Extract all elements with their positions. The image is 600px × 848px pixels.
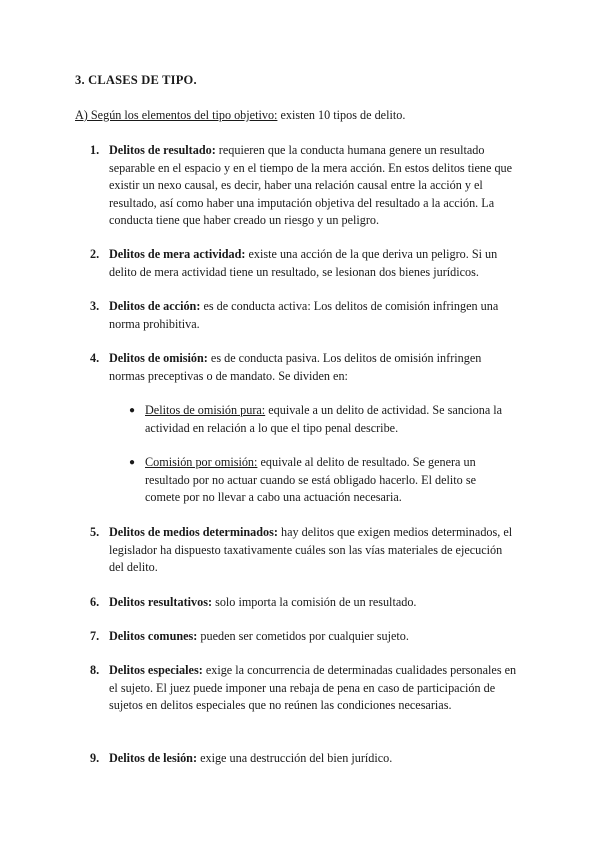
item-term: Delitos de medios determinados:: [109, 525, 278, 539]
item-number: 6.: [90, 595, 100, 609]
list-item: [90, 298, 520, 333]
item-number: 2.: [90, 247, 100, 261]
item-number: 3.: [90, 299, 100, 313]
item-description: exige una destrucción del bien jurídico.: [197, 751, 393, 765]
section-heading: 3. CLASES DE TIPO.: [75, 73, 197, 87]
item-text: [109, 142, 520, 230]
item-description: es de conducta pasiva. Los delitos de omisión infringen normas preceptivas o de mandato. Se dividen en:: [109, 351, 482, 383]
intro-text: existen 10 tipos de delito.: [277, 108, 406, 122]
bullet-label: Delitos de omisión pura:: [145, 403, 266, 417]
list-item: [90, 750, 520, 768]
bullet-description: equivale al delito de resultado. Se genera un resultado por no actuar cuando se está obligado hacerlo. El delito se comete por no llevar a cabo una actuación necesaria.: [145, 455, 476, 504]
item-number: 5.: [90, 525, 100, 539]
item-description: existe una acción de la que deriva un peligro. Si un delito de mera actividad tiene un resultado, se lesionan dos bienes jurídicos.: [109, 247, 498, 279]
item-text: [109, 628, 520, 646]
item-number: 1.: [90, 143, 100, 157]
list-item: [90, 524, 520, 577]
bullet-description: equivale a un delito de actividad. Se sanciona la actividad en relación a lo que el tipo penal describe.: [145, 403, 503, 435]
item-term: Delitos de resultado:: [109, 143, 216, 157]
list-item: [90, 142, 520, 230]
item-description: exige la concurrencia de determinadas cualidades personales en el sujeto. El juez puede imponer una rebaja de pena en caso de participación de sujetos en delitos especiales que no reúnen las condiciones necesarias.: [109, 663, 517, 712]
item-text: [109, 298, 520, 333]
bullet-icon: ●: [129, 405, 136, 416]
item-text: [109, 662, 520, 715]
item-number: 4.: [90, 351, 100, 365]
item-description: pueden ser cometidos por cualquier sujeto.: [197, 629, 409, 643]
item-number: 8.: [90, 663, 100, 677]
item-term: Delitos de lesión:: [109, 751, 198, 765]
item-term: Delitos de acción:: [109, 299, 201, 313]
bullet-icon: ●: [129, 457, 136, 468]
item-number: 9.: [90, 751, 100, 765]
item-text: [109, 594, 520, 612]
bullet-text: [145, 454, 507, 507]
bullet-item: [129, 402, 507, 437]
list-item: [90, 628, 520, 646]
intro-label: A) Según los elementos del tipo objetivo:: [75, 108, 278, 122]
list-item: [90, 246, 520, 281]
item-term: Delitos resultativos:: [109, 595, 213, 609]
item-text: [109, 350, 520, 385]
item-description: solo importa la comisión de un resultado.: [212, 595, 417, 609]
list-item: [90, 350, 520, 385]
item-term: Delitos comunes:: [109, 629, 198, 643]
list-item: [90, 594, 520, 612]
list-item: [90, 662, 520, 715]
item-text: [109, 524, 520, 577]
item-text: [109, 246, 520, 281]
item-text: [109, 750, 520, 768]
bullet-label: Comisión por omisión:: [145, 455, 258, 469]
bullet-item: [129, 454, 507, 507]
item-description: es de conducta activa: Los delitos de comisión infringen una norma prohibitiva.: [109, 299, 499, 331]
item-term: Delitos de omisión:: [109, 351, 208, 365]
item-number: 7.: [90, 629, 100, 643]
item-term: Delitos de mera actividad:: [109, 247, 246, 261]
intro-paragraph: [75, 107, 405, 125]
item-description: hay delitos que exigen medios determinados, el legislador ha dispuesto taxativamente cuáles son las vías materiales de ejecución del delito.: [109, 525, 513, 574]
item-term: Delitos especiales:: [109, 663, 203, 677]
bullet-text: [145, 402, 507, 437]
item-description: requieren que la conducta humana genere un resultado separable en el espacio y en el tiempo de la mera acción. En estos delitos tiene que existir un nexo causal, es decir, haber una relación causal entre la acción y el resultado, así como haber una imputación objetiva del resultado a la acción. La conducta tiene que haber creado un riesgo y un peligro.: [109, 143, 513, 227]
